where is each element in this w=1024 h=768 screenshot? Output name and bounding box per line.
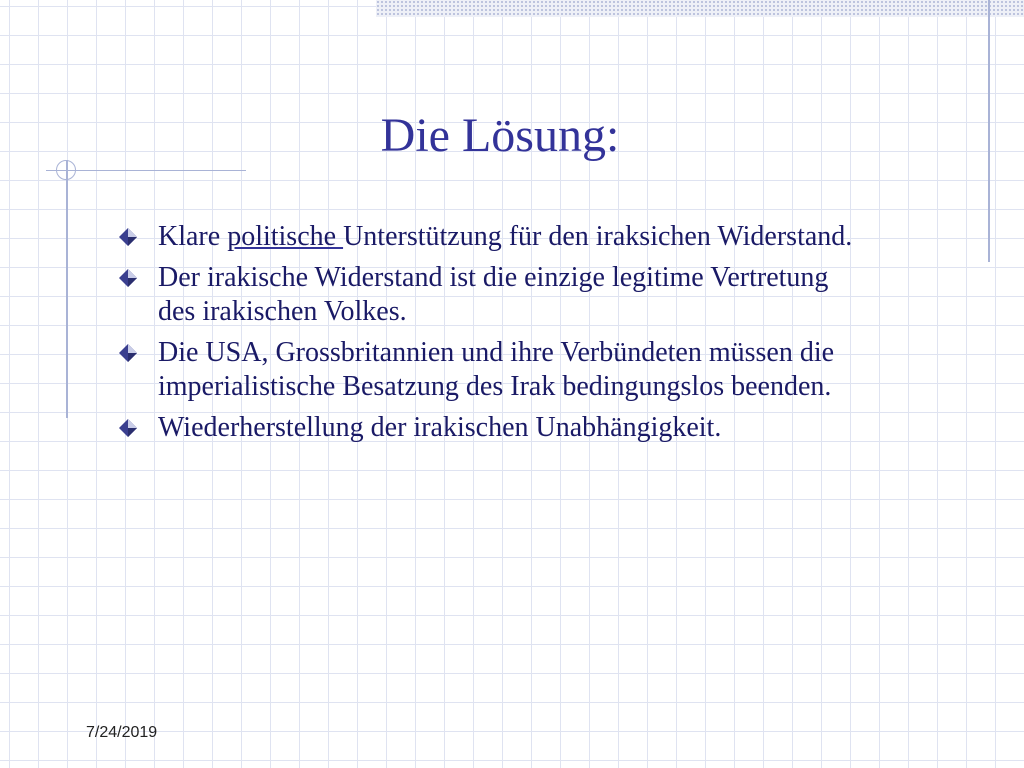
politische-link[interactable]: politische [227,221,344,252]
diamond-bullet-icon [118,227,138,247]
bullet-item-3 [118,336,858,404]
diamond-bullet-icon [118,343,138,363]
bullet-item-1 [118,220,858,254]
decorative-corner-circle [56,160,76,180]
diamond-bullet-icon [118,418,138,438]
bullet-list [118,220,858,452]
decorative-top-band [376,0,1024,17]
bullet-text: Der irakische Widerstand ist die einzige legitime Vertretung des irakischen Volkes. [158,262,829,327]
bullet-item-4 [118,411,858,445]
bullet-item-2 [118,261,858,329]
bullet-text-pre: Klare [158,221,228,252]
bullet-text: Wiederherstellung der irakischen Unabhängigkeit. [158,412,722,443]
bullet-text: Die USA, Grossbritannien und ihre Verbündeten müssen die imperialistische Besatzung des Irak bedingungslos beenden. [158,337,835,402]
decorative-vertical-line [66,160,68,418]
decorative-horizontal-line [46,170,246,171]
slide-title: Die Lösung: [380,109,620,162]
slide-date: 7/24/2019 [86,724,158,741]
diamond-bullet-icon [118,268,138,288]
bullet-text-post: Unterstützung für den iraksichen Widerstand. [343,221,853,252]
